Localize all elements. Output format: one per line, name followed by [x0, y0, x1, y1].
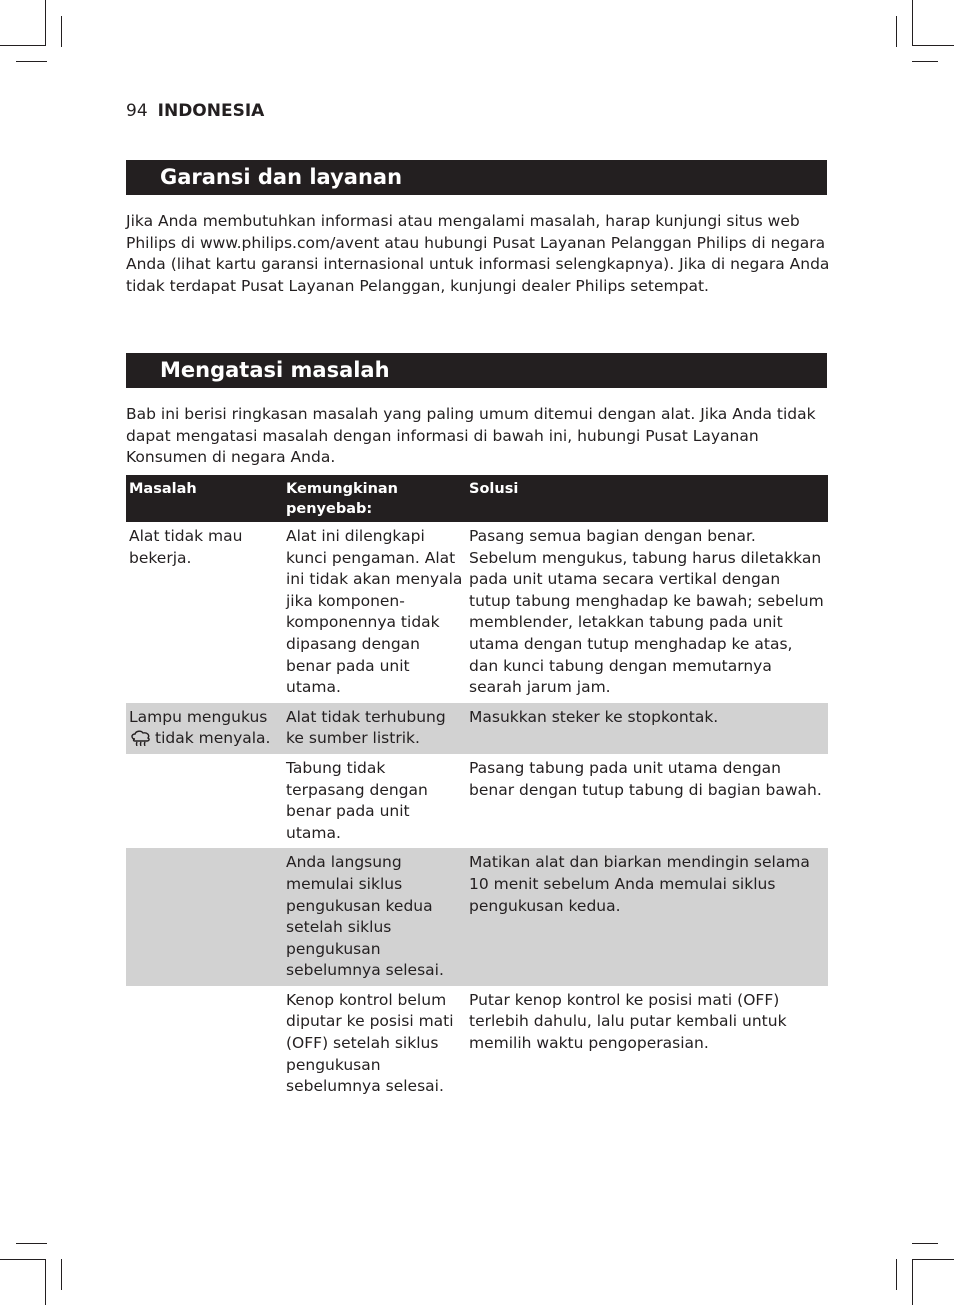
- page-number: 94: [126, 101, 148, 121]
- problem-text-prefix: Lampu mengukus: [129, 707, 268, 726]
- cell-solution: Pasang semua bagian dengan benar. Sebelum mengukus, tabung harus diletakkan pada unit utama secara vertikal dengan tutup tabung menghadap ke bawah; sebelum memblender, letakkan tabung pada unit utama dengan tutup menghadap ke atas, dan kunci tabung dengan memutarnya searah jarum jam.: [469, 527, 824, 697]
- cell-solution: Pasang tabung pada unit utama dengan benar dengan tutup tabung di bagian bawah.: [469, 758, 822, 799]
- crop-mark: [912, 1243, 938, 1244]
- cell-problem: [126, 703, 283, 754]
- cell-cause: Anda langsung memulai siklus pengukusan kedua setelah siklus pengukusan sebelumnya selesai.: [283, 848, 466, 986]
- problem-text-suffix: tidak menyala.: [155, 729, 271, 748]
- cell-solution: Masukkan steker ke stopkontak.: [466, 703, 828, 754]
- table-row: [126, 522, 828, 703]
- troubleshooting-table: [126, 475, 828, 1102]
- crop-mark: [896, 1259, 897, 1290]
- table-row: [126, 703, 828, 754]
- cell-problem: [126, 848, 283, 986]
- crop-mark: [912, 61, 938, 62]
- crop-mark: [45, 0, 46, 46]
- crop-mark: [0, 45, 46, 46]
- crop-mark: [912, 1259, 954, 1260]
- section-title-warranty: Garansi dan layanan: [126, 160, 827, 195]
- cell-solution: Matikan alat dan biarkan mendingin selama 10 menit sebelum Anda memulai siklus pengukusan kedua.: [466, 848, 828, 986]
- table-row: [126, 986, 828, 1102]
- crop-mark: [16, 1243, 47, 1244]
- cell-cause: Alat tidak terhubung ke sumber listrik.: [283, 703, 466, 754]
- warranty-paragraph: Jika Anda membutuhkan informasi atau mengalami masalah, harap kunjungi situs web Philips di www.philips.com/avent atau hubungi Pusat Layanan Pelanggan Philips di negara Anda (lihat kartu garansi internasional untuk informasi selengkapnya). Jika di negara Anda tidak terdapat Pusat Layanan Pelanggan, kunjungi dealer Philips setempat.: [126, 212, 830, 295]
- page-header: [126, 99, 264, 123]
- crop-mark: [45, 1259, 46, 1305]
- table-header-row: [126, 475, 828, 522]
- header-cause: Kemungkinan penyebab:: [283, 475, 466, 522]
- header-solution: Solusi: [466, 475, 828, 522]
- crop-mark: [912, 0, 913, 46]
- header-problem: Masalah: [126, 475, 283, 522]
- crop-mark: [61, 16, 62, 47]
- crop-mark: [0, 1259, 46, 1260]
- steam-icon: [129, 730, 153, 746]
- cell-solution: Putar kenop kontrol ke posisi mati (OFF) terlebih dahulu, lalu putar kembali untuk memilih waktu pengoperasian.: [469, 990, 787, 1053]
- cell-problem: [126, 986, 283, 1102]
- crop-mark: [912, 45, 954, 46]
- cell-problem: [126, 754, 283, 848]
- cell-cause: Tabung tidak terpasang dengan benar pada unit utama.: [286, 758, 428, 842]
- cell-problem: Alat tidak mau bekerja.: [129, 527, 243, 567]
- crop-mark: [912, 1259, 913, 1305]
- section-title-troubleshooting: Mengatasi masalah: [126, 353, 827, 388]
- crop-mark: [896, 16, 897, 47]
- cell-cause: Kenop kontrol belum diputar ke posisi mati (OFF) setelah siklus pengukusan sebelumnya selesai.: [286, 990, 454, 1096]
- cell-cause: Alat ini dilengkapi kunci pengaman. Alat ini tidak akan menyala jika komponen-komponennya tidak dipasang dengan benar pada unit utama.: [286, 527, 463, 697]
- language-label: INDONESIA: [157, 101, 265, 121]
- crop-mark: [16, 61, 47, 62]
- crop-mark: [61, 1259, 62, 1290]
- table-row: [126, 754, 828, 848]
- table-row: [126, 848, 828, 986]
- troubleshooting-intro: Bab ini berisi ringkasan masalah yang paling umum ditemui dengan alat. Jika Anda tidak dapat mengatasi masalah dengan informasi di bawah ini, hubungi Pusat Layanan Konsumen di negara Anda.: [126, 405, 816, 467]
